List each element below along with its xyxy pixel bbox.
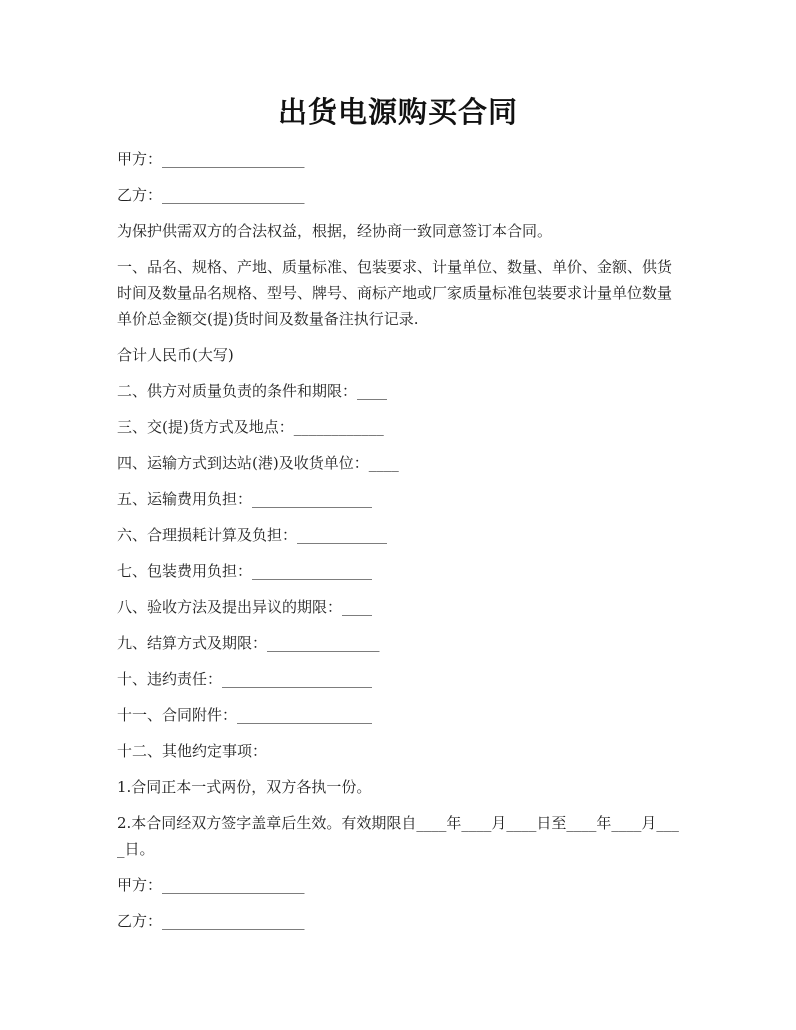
clause-2-line: 二、供方对质量负责的条件和期限：____: [117, 382, 388, 400]
document-body: [117, 146, 683, 944]
clause-1-paragraph: 一、品名、规格、产地、质量标准、包装要求、计量单位、数量、单价、金额、供货时间及数量品名规格、型号、牌号、商标产地或厂家质量标准包装要求计量单位数量单价总金额交(提)货时间及数量备注执行记录.: [117, 258, 673, 328]
clause-11-line: 十一、合同附件：__________________: [117, 706, 373, 724]
total-rmb-line: 合计人民币(大写): [117, 346, 234, 364]
party-a-line-bottom: 甲方：___________________: [117, 876, 305, 894]
intro-paragraph: 为保护供需双方的合法权益，根据，经协商一致同意签订本合同。: [117, 222, 553, 240]
party-b-line-bottom: 乙方：___________________: [117, 912, 305, 930]
clause-3-line: 三、交(提)货方式及地点：____________: [117, 418, 384, 436]
clause-5-line: 五、运输费用负担：________________: [117, 490, 373, 508]
item-1-line: 1.合同正本一式两份，双方各执一份。: [117, 778, 372, 796]
clause-8-line: 八、验收方法及提出异议的期限：____: [117, 598, 373, 616]
clause-6-line: 六、合理损耗计算及负担：____________: [117, 526, 388, 544]
party-b-line-top: 乙方：___________________: [117, 186, 305, 204]
item-2-paragraph: 2.本合同经双方签字盖章后生效。有效期限自____年____月____日至____年____月____日。: [117, 814, 679, 858]
clause-12-line: 十二、其他约定事项：: [117, 742, 268, 760]
clause-10-line: 十、违约责任：____________________: [117, 670, 373, 688]
clause-9-line: 九、结算方式及期限：_______________: [117, 634, 380, 652]
clause-4-line: 四、运输方式到达站(港)及收货单位：____: [117, 454, 399, 472]
page-title: 出货电源购买合同: [277, 95, 518, 129]
clause-7-line: 七、包装费用负担：________________: [117, 562, 373, 580]
party-a-line-top: 甲方：___________________: [117, 150, 305, 168]
